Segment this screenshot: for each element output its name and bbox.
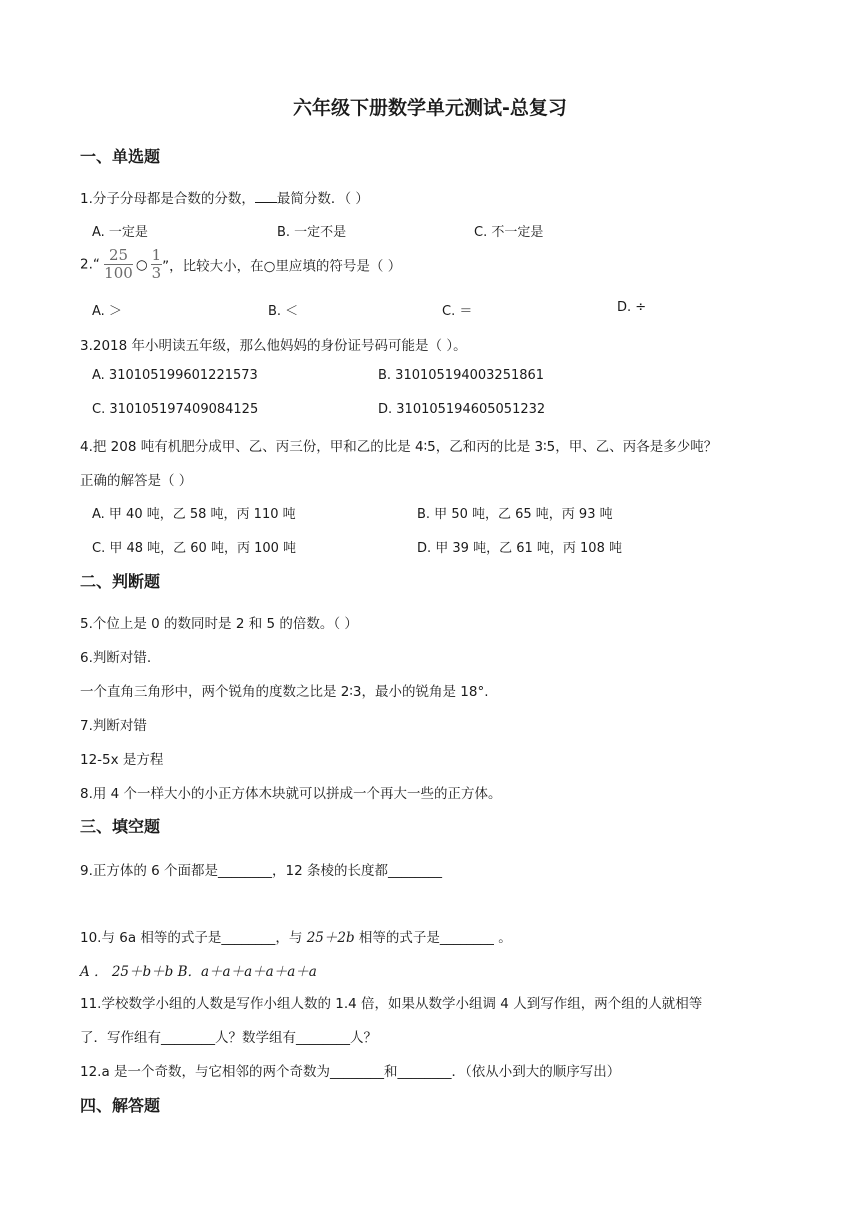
question-1-blank: [255, 190, 277, 203]
question-11-line-1: 11.学校数学小组的人数是写作小组人数的 1.4 倍，如果从数学小组调 4 人到写作组，两个组的人就相等: [80, 996, 703, 1012]
question-10-pre: 10.与 6a 相等的式子是________，与: [80, 930, 307, 946]
question-2-option-b[interactable]: B. ＜: [268, 304, 299, 319]
question-4-option-a[interactable]: A. 甲 40 吨，乙 58 吨，丙 110 吨: [92, 507, 296, 522]
compare-circle: ○: [135, 256, 148, 273]
question-2-option-c[interactable]: C. ＝: [442, 304, 473, 319]
page-title: 六年级下册数学单元测试-总复习: [293, 97, 567, 119]
section-heading-answer: 四、解答题: [80, 1096, 161, 1115]
fraction-25-100: $\frac{25}{100}$: [104, 246, 133, 282]
question-11-line-2: 了．写作组有________人？数学组有________人？: [80, 1030, 377, 1046]
question-12: 12.a 是一个奇数，与它相邻的两个奇数为________和________．（依从小到大的顺序写出）: [80, 1064, 621, 1080]
question-4-option-d[interactable]: D. 甲 39 吨，乙 61 吨，丙 108 吨: [417, 541, 622, 556]
question-7-line-1: 7.判断对错: [80, 718, 147, 734]
question-2-option-a[interactable]: A. ＞: [92, 304, 122, 319]
question-10-options: A ． 25＋b＋b B．a＋a＋a＋a＋a＋a: [80, 964, 317, 980]
question-6-line-1: 6.判断对错.: [80, 650, 152, 666]
question-3-option-b[interactable]: B. 310105194003251861: [378, 368, 545, 383]
section-heading-fill-blank: 三、填空题: [80, 817, 161, 836]
question-4-line-1: 4.把 208 吨有机肥分成甲、乙、丙三份，甲和乙的比是 4∶5，乙和丙的比是 3∶5，甲、乙、丙各是多少吨？: [80, 439, 718, 455]
question-1-option-c[interactable]: C. 不一定是: [474, 225, 544, 240]
question-1-option-b[interactable]: B. 一定不是: [277, 225, 347, 240]
question-6-line-2: 一个直角三角形中，两个锐角的度数之比是 2∶3，最小的锐角是 18°.: [80, 684, 489, 700]
section-heading-true-false: 二、判断题: [80, 572, 161, 591]
question-1-stem-b: 最简分数．（ ）: [276, 191, 369, 207]
question-2: [80, 248, 401, 281]
fraction-1-3: $\frac{1}{3}$: [151, 246, 162, 282]
question-4-option-b[interactable]: B. 甲 50 吨，乙 65 吨，丙 93 吨: [417, 507, 613, 522]
question-2-option-d[interactable]: D. ÷: [617, 300, 647, 315]
question-1-option-a[interactable]: A. 一定是: [92, 225, 148, 240]
question-1-stem-a: 1.分子分母都是合数的分数，: [80, 191, 255, 207]
question-7-line-2: 12-5x 是方程: [80, 752, 164, 768]
question-3-option-a[interactable]: A. 310105199601221573: [92, 368, 258, 383]
question-4-option-c[interactable]: C. 甲 48 吨，乙 60 吨，丙 100 吨: [92, 541, 297, 556]
question-3-option-c[interactable]: C. 310105197409084125: [92, 402, 259, 417]
question-2-suffix: ”，比较大小，在○里应填的符号是（ ）: [162, 258, 402, 275]
question-9: 9.正方体的 6 个面都是________，12 条棱的长度都________: [80, 863, 443, 879]
question-5: 5.个位上是 0 的数同时是 2 和 5 的倍数。（ ）: [80, 616, 358, 632]
question-8: 8.用 4 个一样大小的小正方体木块就可以拼成一个再大一些的正方体。: [80, 786, 502, 802]
question-10-post: 相等的式子是________ 。: [354, 930, 512, 946]
question-3: 3.2018 年小明读五年级，那么他妈妈的身份证号码可能是（ ）。: [80, 338, 467, 354]
section-heading-single-choice: 一、单选题: [80, 147, 161, 166]
question-1: [80, 187, 369, 207]
question-10-expression: 25＋2b: [306, 930, 355, 946]
question-10: [80, 926, 512, 946]
question-4-line-2: 正确的解答是（ ）: [80, 473, 193, 489]
question-3-option-d[interactable]: D. 310105194605051232: [378, 402, 546, 417]
question-2-prefix: 2.“: [80, 256, 100, 273]
